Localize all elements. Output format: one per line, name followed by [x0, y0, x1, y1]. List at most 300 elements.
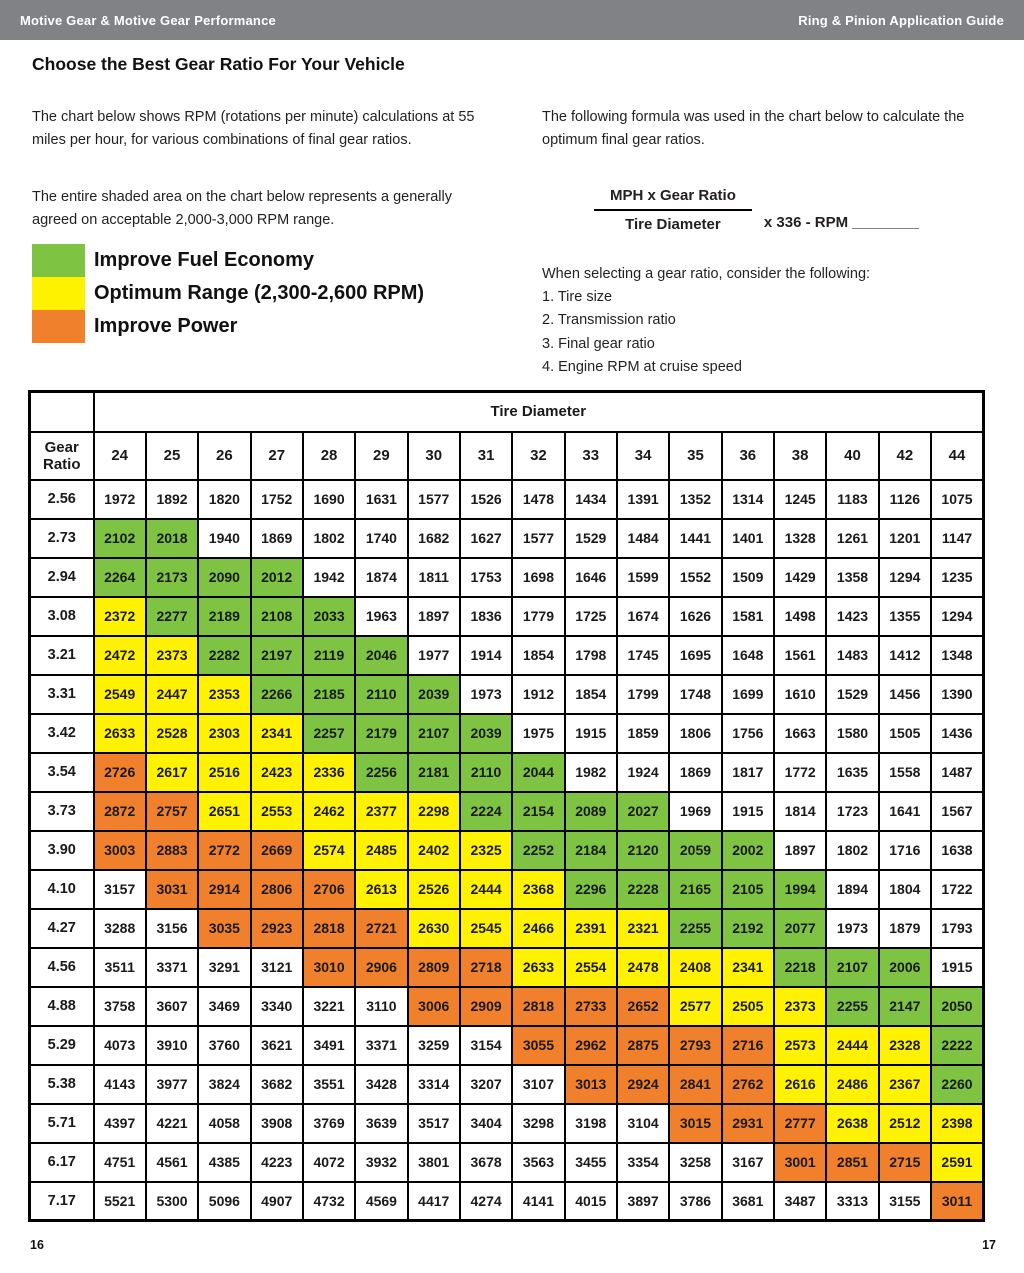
rpm-cell: 2651	[198, 792, 250, 831]
rpm-cell: 1663	[774, 714, 826, 753]
rpm-cell: 2044	[512, 753, 564, 792]
table-row	[30, 792, 984, 831]
rpm-table-body	[30, 480, 984, 1221]
rpm-cell: 2373	[146, 636, 198, 675]
rpm-cell: 1391	[617, 480, 669, 519]
rpm-cell: 1314	[722, 480, 774, 519]
rpm-cell: 1075	[931, 480, 984, 519]
table-row	[30, 636, 984, 675]
tire-size-header-cell: 44	[931, 432, 984, 480]
gear-ratio-cell: 4.56	[30, 948, 94, 987]
rpm-cell: 2108	[251, 597, 303, 636]
rpm-cell: 4751	[94, 1143, 146, 1182]
rpm-cell: 2033	[303, 597, 355, 636]
rpm-cell: 1626	[669, 597, 721, 636]
table-row	[30, 558, 984, 597]
table-row	[30, 714, 984, 753]
rpm-cell: 3121	[251, 948, 303, 987]
rpm-cell: 1599	[617, 558, 669, 597]
rpm-cell: 4274	[460, 1182, 512, 1221]
rpm-cell: 2447	[146, 675, 198, 714]
rpm-cell: 3107	[512, 1065, 564, 1104]
rpm-cell: 1892	[146, 480, 198, 519]
rpm-cell: 4732	[303, 1182, 355, 1221]
rpm-cell: 2762	[722, 1065, 774, 1104]
rpm-cell: 2806	[251, 870, 303, 909]
rpm-cell: 2577	[669, 987, 721, 1026]
rpm-cell: 1745	[617, 636, 669, 675]
tire-diameter-title-row	[30, 392, 984, 432]
rpm-cell: 2633	[94, 714, 146, 753]
rpm-cell: 2478	[617, 948, 669, 987]
rpm-cell: 2373	[774, 987, 826, 1026]
page-header-bar	[0, 0, 1024, 40]
rpm-cell: 2260	[931, 1065, 984, 1104]
page-number-left: 16	[30, 1238, 44, 1252]
color-legend	[32, 244, 424, 343]
gear-ratio-cell: 2.56	[30, 480, 94, 519]
rpm-cell: 1699	[722, 675, 774, 714]
rpm-cell: 2018	[146, 519, 198, 558]
considerations-block	[542, 263, 994, 379]
table-row	[30, 948, 984, 987]
tire-size-header-cell: 28	[303, 432, 355, 480]
rpm-cell: 3154	[460, 1026, 512, 1065]
rpm-cell: 1245	[774, 480, 826, 519]
rpm-cell: 2328	[879, 1026, 931, 1065]
rpm-cell: 2706	[303, 870, 355, 909]
rpm-cell: 2039	[460, 714, 512, 753]
rpm-cell: 2526	[408, 870, 460, 909]
tire-size-header-cell: 33	[565, 432, 617, 480]
gear-ratio-cell: 4.10	[30, 870, 94, 909]
rpm-cell: 2652	[617, 987, 669, 1026]
tire-size-header-cell: 40	[826, 432, 878, 480]
intro-paragraph-1: The chart below shows RPM (rotations per minute) calculations at 55 miles per hour, for various combinations of final gear ratios.	[32, 109, 475, 149]
rpm-cell: 2197	[251, 636, 303, 675]
rpm-cell: 3910	[146, 1026, 198, 1065]
rpm-cell: 2368	[512, 870, 564, 909]
rpm-cell: 1973	[460, 675, 512, 714]
rpm-cell: 2039	[408, 675, 460, 714]
rpm-cell: 4143	[94, 1065, 146, 1104]
gear-ratio-cell: 3.21	[30, 636, 94, 675]
rpm-cell: 1581	[722, 597, 774, 636]
rpm-cell: 2012	[251, 558, 303, 597]
rpm-cell: 4015	[565, 1182, 617, 1221]
tire-size-header-cell: 38	[774, 432, 826, 480]
gear-ratio-cell: 7.17	[30, 1182, 94, 1221]
rpm-cell: 3491	[303, 1026, 355, 1065]
intro-column	[32, 106, 494, 233]
rpm-cell: 2192	[722, 909, 774, 948]
rpm-cell: 1627	[460, 519, 512, 558]
rpm-cell: 2402	[408, 831, 460, 870]
rpm-cell: 1994	[774, 870, 826, 909]
rpm-cell: 3354	[617, 1143, 669, 1182]
rpm-cell: 1610	[774, 675, 826, 714]
rpm-cell: 2341	[251, 714, 303, 753]
rpm-cell: 4058	[198, 1104, 250, 1143]
rpm-cell: 3758	[94, 987, 146, 1026]
rpm-cell: 2189	[198, 597, 250, 636]
rpm-cell: 1294	[931, 597, 984, 636]
rpm-cell: 2924	[617, 1065, 669, 1104]
rpm-cell: 1869	[251, 519, 303, 558]
rpm-cell: 1814	[774, 792, 826, 831]
rpm-cell: 1869	[669, 753, 721, 792]
rpm-cell: 2154	[512, 792, 564, 831]
rpm-cell: 1817	[722, 753, 774, 792]
gear-ratio-cell: 3.42	[30, 714, 94, 753]
rpm-cell: 2120	[617, 831, 669, 870]
rpm-cell: 2173	[146, 558, 198, 597]
gear-ratio-cell: 3.73	[30, 792, 94, 831]
gear-ratio-cell: 3.08	[30, 597, 94, 636]
rpm-cell: 1201	[879, 519, 931, 558]
rpm-cell: 1874	[355, 558, 407, 597]
tire-size-header-row	[30, 432, 984, 480]
rpm-cell: 1648	[722, 636, 774, 675]
rpm-cell: 2914	[198, 870, 250, 909]
rpm-cell: 1793	[931, 909, 984, 948]
rpm-cell: 2110	[355, 675, 407, 714]
rpm-cell: 1674	[617, 597, 669, 636]
rpm-cell: 1912	[512, 675, 564, 714]
rpm-cell: 2391	[565, 909, 617, 948]
rpm-cell: 3621	[251, 1026, 303, 1065]
gear-ratio-cell: 5.29	[30, 1026, 94, 1065]
rpm-cell: 2105	[722, 870, 774, 909]
rpm-cell: 2264	[94, 558, 146, 597]
rpm-cell: 3015	[669, 1104, 721, 1143]
tire-size-header-cell: 36	[722, 432, 774, 480]
rpm-cell: 2718	[460, 948, 512, 987]
formula-denominator: Tire Diameter	[625, 215, 721, 233]
legend-label-fuel-economy: Improve Fuel Economy	[94, 249, 315, 271]
rpm-cell: 2107	[408, 714, 460, 753]
rpm-cell: 3011	[931, 1182, 984, 1221]
rpm-formula	[594, 187, 994, 233]
rpm-cell: 3639	[355, 1104, 407, 1143]
rpm-cell: 2184	[565, 831, 617, 870]
rpm-cell: 1429	[774, 558, 826, 597]
table-row	[30, 753, 984, 792]
rpm-cell: 3259	[408, 1026, 460, 1065]
rpm-cell: 2906	[355, 948, 407, 987]
rpm-cell: 3517	[408, 1104, 460, 1143]
rpm-cell: 2573	[774, 1026, 826, 1065]
rpm-cell: 2554	[565, 948, 617, 987]
rpm-cell: 1963	[355, 597, 407, 636]
rpm-cell: 2444	[460, 870, 512, 909]
rpm-cell: 2222	[931, 1026, 984, 1065]
rpm-cell: 3031	[146, 870, 198, 909]
rpm-cell: 4221	[146, 1104, 198, 1143]
rpm-cell: 3291	[198, 948, 250, 987]
rpm-cell: 3001	[774, 1143, 826, 1182]
formula-column	[542, 106, 994, 379]
table-row	[30, 1104, 984, 1143]
rpm-cell: 3681	[722, 1182, 774, 1221]
rpm-cell: 3314	[408, 1065, 460, 1104]
tire-size-header-cell: 31	[460, 432, 512, 480]
formula-intro-paragraph: The following formula was used in the chart below to calculate the optimum final gear ratios.	[542, 109, 965, 149]
consideration-item-3: 3. Final gear ratio	[542, 335, 655, 352]
rpm-cell: 1412	[879, 636, 931, 675]
rpm-cell: 1894	[826, 870, 878, 909]
rpm-cell: 2777	[774, 1104, 826, 1143]
rpm-cell: 3340	[251, 987, 303, 1026]
rpm-cell: 3371	[355, 1026, 407, 1065]
rpm-cell: 2772	[198, 831, 250, 870]
rpm-cell: 2630	[408, 909, 460, 948]
rpm-cell: 1183	[826, 480, 878, 519]
rpm-cell: 2809	[408, 948, 460, 987]
gear-ratio-cell: 4.88	[30, 987, 94, 1026]
rpm-cell: 2102	[94, 519, 146, 558]
rpm-cell: 1820	[198, 480, 250, 519]
rpm-cell: 2613	[355, 870, 407, 909]
header-guide-text: Ring & Pinion Application Guide	[798, 12, 1004, 28]
rpm-cell: 2872	[94, 792, 146, 831]
table-row	[30, 1182, 984, 1221]
rpm-cell: 1638	[931, 831, 984, 870]
rpm-cell: 1723	[826, 792, 878, 831]
rpm-cell: 4141	[512, 1182, 564, 1221]
rpm-cell: 1975	[512, 714, 564, 753]
rpm-cell: 1725	[565, 597, 617, 636]
header-brand-text: Motive Gear & Motive Gear Performance	[20, 12, 276, 28]
gear-ratio-cell: 4.27	[30, 909, 94, 948]
rpm-cell: 2341	[722, 948, 774, 987]
rpm-cell: 1478	[512, 480, 564, 519]
rpm-cell: 2516	[198, 753, 250, 792]
rpm-cell: 1401	[722, 519, 774, 558]
table-row	[30, 870, 984, 909]
rpm-cell: 2553	[251, 792, 303, 831]
rpm-cell: 5521	[94, 1182, 146, 1221]
rpm-cell: 1836	[460, 597, 512, 636]
rpm-cell: 3977	[146, 1065, 198, 1104]
rpm-cell: 1924	[617, 753, 669, 792]
rpm-cell: 1748	[669, 675, 721, 714]
rpm-cell: 1802	[826, 831, 878, 870]
rpm-cell: 1235	[931, 558, 984, 597]
tire-size-header-cell: 30	[408, 432, 460, 480]
gear-ratio-cell: 3.31	[30, 675, 94, 714]
rpm-cell: 2923	[251, 909, 303, 948]
table-row	[30, 519, 984, 558]
rpm-cell: 3258	[669, 1143, 721, 1182]
tire-size-header-cell: 29	[355, 432, 407, 480]
rpm-cell: 2336	[303, 753, 355, 792]
rpm-cell: 1631	[355, 480, 407, 519]
rpm-cell: 2266	[251, 675, 303, 714]
rpm-cell: 3428	[355, 1065, 407, 1104]
rpm-cell: 1969	[669, 792, 721, 831]
rpm-cell: 1641	[879, 792, 931, 831]
rpm-cell: 2377	[355, 792, 407, 831]
rpm-cell: 3897	[617, 1182, 669, 1221]
formula-fraction	[594, 187, 752, 233]
rpm-cell: 3288	[94, 909, 146, 948]
rpm-cell: 2296	[565, 870, 617, 909]
rpm-cell: 1806	[669, 714, 721, 753]
rpm-cell: 2423	[251, 753, 303, 792]
rpm-cell: 1456	[879, 675, 931, 714]
rpm-cell: 2398	[931, 1104, 984, 1143]
rpm-cell: 3110	[355, 987, 407, 1026]
rpm-cell: 2716	[722, 1026, 774, 1065]
consideration-item-4: 4. Engine RPM at cruise speed	[542, 358, 742, 375]
rpm-cell: 2486	[826, 1065, 878, 1104]
rpm-cell: 4072	[303, 1143, 355, 1182]
rpm-cell: 2027	[617, 792, 669, 831]
rpm-cell: 1352	[669, 480, 721, 519]
yellow-swatch	[32, 277, 85, 310]
rpm-cell: 2633	[512, 948, 564, 987]
rpm-cell: 2255	[826, 987, 878, 1026]
rpm-cell: 1756	[722, 714, 774, 753]
rpm-cell: 1558	[879, 753, 931, 792]
rpm-cell: 1355	[879, 597, 931, 636]
rpm-cell: 2256	[355, 753, 407, 792]
rpm-cell: 1854	[565, 675, 617, 714]
rpm-cell: 1577	[408, 480, 460, 519]
rpm-cell: 1441	[669, 519, 721, 558]
tire-size-header-cell: 32	[512, 432, 564, 480]
rpm-cell: 3563	[512, 1143, 564, 1182]
tire-size-header-cell: 34	[617, 432, 669, 480]
rpm-cell: 3298	[512, 1104, 564, 1143]
rpm-cell: 3104	[617, 1104, 669, 1143]
rpm-cell: 2851	[826, 1143, 878, 1182]
rpm-cell: 2545	[460, 909, 512, 948]
orange-swatch	[32, 310, 85, 343]
rpm-cell: 2883	[146, 831, 198, 870]
rpm-cell: 4397	[94, 1104, 146, 1143]
rpm-cell: 2372	[94, 597, 146, 636]
rpm-cell: 2228	[617, 870, 669, 909]
rpm-cell: 1328	[774, 519, 826, 558]
rpm-cell: 1483	[826, 636, 878, 675]
rpm-cell: 2528	[146, 714, 198, 753]
rpm-cell: 1695	[669, 636, 721, 675]
rpm-cell: 3551	[303, 1065, 355, 1104]
rpm-cell: 1798	[565, 636, 617, 675]
tire-size-header-cell: 25	[146, 432, 198, 480]
rpm-cell: 1740	[355, 519, 407, 558]
corner-blank-cell	[30, 392, 94, 432]
rpm-cell: 1147	[931, 519, 984, 558]
rpm-cell: 2353	[198, 675, 250, 714]
rpm-cell: 1505	[879, 714, 931, 753]
rpm-cell: 2818	[303, 909, 355, 948]
rpm-cell: 3607	[146, 987, 198, 1026]
rpm-cell: 1982	[565, 753, 617, 792]
rpm-cell: 3932	[355, 1143, 407, 1182]
gear-ratio-cell: 5.71	[30, 1104, 94, 1143]
rpm-cell: 3006	[408, 987, 460, 1026]
rpm-cell: 2841	[669, 1065, 721, 1104]
legend-label-optimum-range: Optimum Range (2,300-2,600 RPM)	[94, 282, 425, 304]
rpm-cell: 2931	[722, 1104, 774, 1143]
rpm-cell: 2408	[669, 948, 721, 987]
rpm-cell: 2089	[565, 792, 617, 831]
rpm-cell: 1859	[617, 714, 669, 753]
rpm-table	[28, 390, 985, 1222]
rpm-cell: 2617	[146, 753, 198, 792]
tire-size-header-cell: 24	[94, 432, 146, 480]
rpm-cell: 3055	[512, 1026, 564, 1065]
rpm-cell: 1772	[774, 753, 826, 792]
rpm-cell: 2252	[512, 831, 564, 870]
rpm-cell: 4385	[198, 1143, 250, 1182]
rpm-cell: 1799	[617, 675, 669, 714]
rpm-cell: 2793	[669, 1026, 721, 1065]
rpm-cell: 5096	[198, 1182, 250, 1221]
rpm-cell: 2715	[879, 1143, 931, 1182]
rpm-cell: 1973	[826, 909, 878, 948]
rpm-cell: 1487	[931, 753, 984, 792]
rpm-cell: 3167	[722, 1143, 774, 1182]
rpm-cell: 1498	[774, 597, 826, 636]
table-row	[30, 675, 984, 714]
table-row	[30, 1065, 984, 1104]
rpm-cell: 1646	[565, 558, 617, 597]
table-row	[30, 597, 984, 636]
table-row	[30, 1143, 984, 1182]
rpm-cell: 1897	[774, 831, 826, 870]
rpm-cell: 1972	[94, 480, 146, 519]
rpm-cell: 1526	[460, 480, 512, 519]
rpm-cell: 2549	[94, 675, 146, 714]
gear-ratio-header: Gear Ratio	[30, 432, 94, 480]
rpm-cell: 2638	[826, 1104, 878, 1143]
rpm-cell: 3682	[251, 1065, 303, 1104]
rpm-cell: 2119	[303, 636, 355, 675]
rpm-cell: 2257	[303, 714, 355, 753]
rpm-cell: 2818	[512, 987, 564, 1026]
rpm-cell: 2962	[565, 1026, 617, 1065]
rpm-cell: 1577	[512, 519, 564, 558]
rpm-cell: 3198	[565, 1104, 617, 1143]
rpm-cell: 2485	[355, 831, 407, 870]
rpm-cell: 1682	[408, 519, 460, 558]
rpm-cell: 1940	[198, 519, 250, 558]
rpm-cell: 2046	[355, 636, 407, 675]
consideration-item-1: 1. Tire size	[542, 289, 613, 306]
rpm-cell: 3003	[94, 831, 146, 870]
rpm-cell: 2107	[826, 948, 878, 987]
rpm-cell: 4073	[94, 1026, 146, 1065]
rpm-cell: 1802	[303, 519, 355, 558]
rpm-cell: 3010	[303, 948, 355, 987]
rpm-cell: 2147	[879, 987, 931, 1026]
green-swatch	[32, 244, 85, 277]
page-number-right: 17	[982, 1238, 996, 1252]
rpm-cell: 2110	[460, 753, 512, 792]
rpm-cell: 3487	[774, 1182, 826, 1221]
rpm-cell: 1126	[879, 480, 931, 519]
rpm-cell: 2185	[303, 675, 355, 714]
rpm-cell: 3908	[251, 1104, 303, 1143]
rpm-cell: 2218	[774, 948, 826, 987]
rpm-cell: 1509	[722, 558, 774, 597]
rpm-cell: 2574	[303, 831, 355, 870]
formula-suffix: x 336 - RPM ________	[763, 213, 919, 231]
